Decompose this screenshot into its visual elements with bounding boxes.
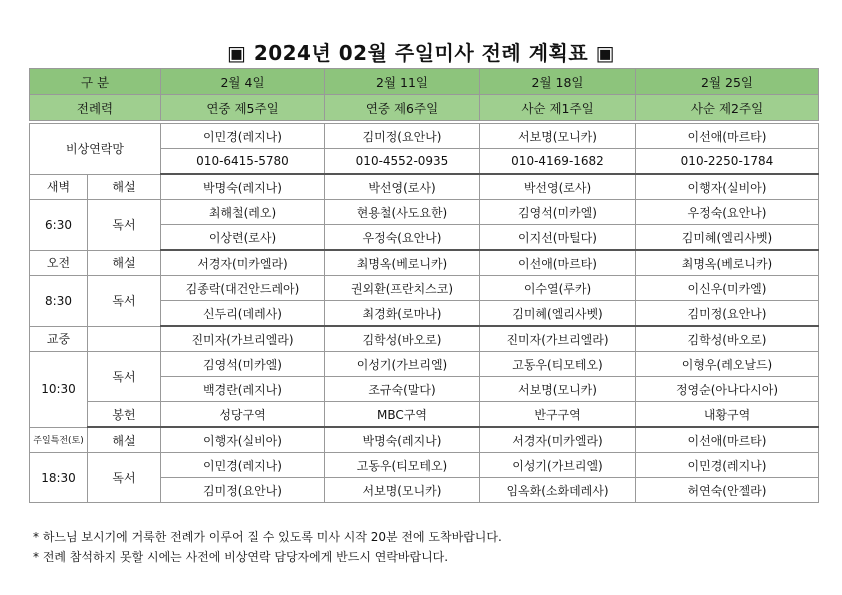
assignee-cell: 서경자(미카엘라) [161, 250, 325, 276]
assignee-cell: 우정숙(요안나) [636, 200, 819, 225]
date-cell: 2월 11일 [325, 69, 480, 95]
mass-time-label: 주일특전(토) [30, 427, 88, 453]
evening-reading-row [30, 453, 819, 478]
assignee-cell: 우정숙(요안나) [325, 225, 480, 251]
morning-commentary-row [30, 250, 819, 276]
assignee-cell: 내황구역 [636, 402, 819, 428]
category-header: 구 분 [30, 69, 161, 95]
assignee-cell: 반구구역 [480, 402, 636, 428]
assignee-cell: 이민경(레지나) [636, 453, 819, 478]
assignee-cell: 이수열(루카) [480, 276, 636, 301]
assignee-cell: 이행자(실비아) [636, 174, 819, 200]
assignee-cell: 정영순(아나다시아) [636, 377, 819, 402]
assignee-cell: 고동우(티모테오) [480, 352, 636, 377]
role-label: 독서 [88, 200, 161, 251]
assignee-cell: 신두리(데레사) [161, 301, 325, 327]
assignee-cell: 박명숙(레지나) [325, 427, 480, 453]
date-cell: 2월 25일 [636, 69, 819, 95]
assignee-cell: 김학성(바오로) [636, 326, 819, 352]
contact-name: 김미정(요안나) [325, 124, 480, 149]
mass-time-label: 6:30 [30, 200, 88, 251]
assignee-cell: 권외환(프란치스코) [325, 276, 480, 301]
liturgy-header-row [30, 95, 819, 121]
contact-name: 서보명(모니카) [480, 124, 636, 149]
schoolmass-commentary-row [30, 326, 819, 352]
liturgy-cell: 사순 제2주일 [636, 95, 819, 121]
assignee-cell: 이선애(마르타) [480, 250, 636, 276]
role-label: 봉헌 [88, 402, 161, 428]
contact-phone: 010-6415-5780 [161, 149, 325, 175]
footnote: * 하느님 보시기에 거룩한 전례가 이루어 질 수 있도록 미사 시작 20분 전에 도착바랍니다. [33, 530, 502, 544]
assignee-cell: 이성기(가브리엘) [480, 453, 636, 478]
assignee-cell: 백경란(레지나) [161, 377, 325, 402]
assignee-cell: 이선애(마르타) [636, 427, 819, 453]
date-cell: 2월 18일 [480, 69, 636, 95]
contact-name: 이선애(마르타) [636, 124, 819, 149]
evening-commentary-row [30, 427, 819, 453]
role-label: 해설 [88, 427, 161, 453]
assignee-cell: 임옥화(소화데레사) [480, 478, 636, 503]
emergency-name-row [30, 124, 819, 149]
contact-phone: 010-4169-1682 [480, 149, 636, 175]
assignee-cell: 박명숙(레지나) [161, 174, 325, 200]
schoolmass-reading-row [30, 352, 819, 377]
footnotes [33, 527, 502, 567]
mass-time-label: 10:30 [30, 352, 88, 428]
assignee-cell: 김미정(요안나) [636, 301, 819, 327]
page-title: ▣ 2024년 02월 주일미사 전례 계획표 ▣ [226, 41, 616, 65]
role-label: 독서 [88, 276, 161, 327]
assignee-cell: 이지선(마틸다) [480, 225, 636, 251]
mass-time-label: 교중 [30, 326, 88, 352]
assignee-cell: 김종락(대건안드레아) [161, 276, 325, 301]
assignee-cell: 박선영(로사) [325, 174, 480, 200]
contact-phone: 010-2250-1784 [636, 149, 819, 175]
role-label: 독서 [88, 453, 161, 503]
assignee-cell: 김미혜(엘리사벳) [480, 301, 636, 327]
dawn-commentary-row [30, 174, 819, 200]
assignee-cell: 조규숙(말다) [325, 377, 480, 402]
date-header-row [30, 69, 819, 95]
mass-time-label: 오전 [30, 250, 88, 276]
assignee-cell: 서보명(모니카) [325, 478, 480, 503]
liturgy-cell: 사순 제1주일 [480, 95, 636, 121]
assignee-cell: 김미정(요안나) [161, 478, 325, 503]
schoolmass-offering-row [30, 402, 819, 428]
liturgy-cell: 연중 제6주일 [325, 95, 480, 121]
assignee-cell: 현용철(사도요한) [325, 200, 480, 225]
contact-phone: 010-4552-0935 [325, 149, 480, 175]
role-label: 해설 [88, 250, 161, 276]
footnote: * 전례 참석하지 못할 시에는 사전에 비상연락 담당자에게 반드시 연락바랍니다. [33, 550, 449, 564]
assignee-cell: MBC구역 [325, 402, 480, 428]
liturgy-cell: 연중 제5주일 [161, 95, 325, 121]
role-label: 해설 [88, 174, 161, 200]
assignee-cell: 이상련(로사) [161, 225, 325, 251]
assignee-cell: 서경자(미카엘라) [480, 427, 636, 453]
role-label: 독서 [88, 352, 161, 402]
morning-reading-row [30, 276, 819, 301]
assignee-cell: 최명옥(베로니카) [636, 250, 819, 276]
assignee-cell: 이성기(가브리엘) [325, 352, 480, 377]
mass-time-label: 새벽 [30, 174, 88, 200]
assignee-cell: 진미자(가브리엘라) [161, 326, 325, 352]
assignee-cell: 김영석(미카엘) [161, 352, 325, 377]
assignee-cell: 최명옥(베로니카) [325, 250, 480, 276]
date-cell: 2월 4일 [161, 69, 325, 95]
assignee-cell: 이형우(레오날드) [636, 352, 819, 377]
assignee-cell: 서보명(모니카) [480, 377, 636, 402]
assignee-cell: 김미혜(엘리사벳) [636, 225, 819, 251]
assignee-cell: 이행자(실비아) [161, 427, 325, 453]
assignee-cell: 박선영(로사) [480, 174, 636, 200]
emergency-label: 비상연락망 [30, 124, 161, 175]
assignee-cell: 성당구역 [161, 402, 325, 428]
schedule-table [29, 68, 819, 503]
assignee-cell: 허연숙(안젤라) [636, 478, 819, 503]
mass-time-label: 18:30 [30, 453, 88, 503]
dawn-reading-row [30, 200, 819, 225]
assignee-cell: 이민경(레지나) [161, 453, 325, 478]
assignee-cell: 김영석(미카엘) [480, 200, 636, 225]
assignee-cell: 고동우(티모테오) [325, 453, 480, 478]
assignee-cell: 김학성(바오로) [325, 326, 480, 352]
contact-name: 이민경(레지나) [161, 124, 325, 149]
assignee-cell: 진미자(가브리엘라) [480, 326, 636, 352]
assignee-cell: 이신우(미카엘) [636, 276, 819, 301]
assignee-cell: 최해철(레오) [161, 200, 325, 225]
mass-time-label: 8:30 [30, 276, 88, 327]
liturgy-header: 전례력 [30, 95, 161, 121]
assignee-cell: 최경화(로마나) [325, 301, 480, 327]
role-label [88, 326, 161, 352]
